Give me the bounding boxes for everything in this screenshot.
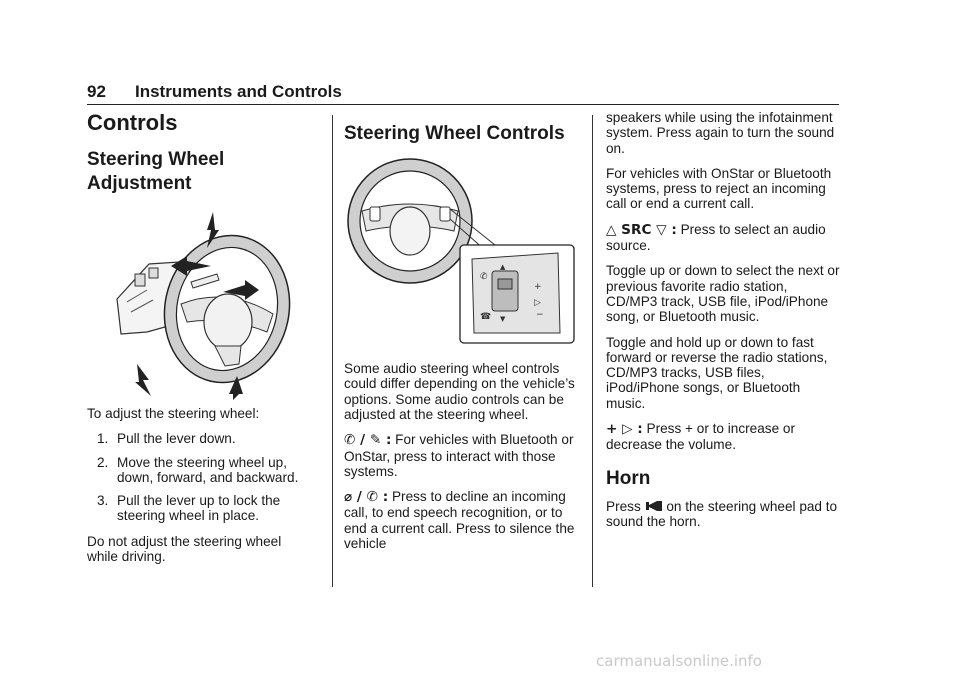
column-right (606, 110, 840, 539)
column-divider (332, 115, 333, 587)
adjustment-steps (87, 431, 313, 523)
toggle-hold-text: Toggle and hold up or down to fast forward or reverse the radio stations, CD/MP3 tracks, USB files, iPod/iPhone songs, or Bluetooth music. (606, 334, 828, 411)
onstar-item: For vehicles with OnStar or Bluetooth systems, press to reject an incoming call or end a current call. (606, 165, 832, 212)
chapter-title: Controls (87, 110, 178, 135)
column-left (87, 110, 313, 574)
voice-call-icon: ✆ / ✎ : (344, 432, 392, 449)
svg-text:▷: ▷ (534, 298, 541, 309)
step-item: 2. Move the steering wheel up, down, forward, and backward. (97, 454, 299, 485)
svg-text:+: + (534, 282, 542, 293)
section-title-adjustment: Steering Wheel Adjustment (87, 149, 225, 194)
running-title: Instruments and Controls (135, 82, 342, 101)
svg-text:▲: ▲ (500, 263, 506, 272)
svg-text:▼: ▼ (500, 315, 506, 324)
bluetooth-item: ✆ / ✎ : For vehicles with Bluetooth or OnStar, press to interact with those systems. (344, 432, 574, 479)
horn-icon (645, 500, 663, 512)
svg-text:✆: ✆ (480, 272, 488, 283)
svg-text:−: − (536, 310, 544, 321)
src-item: △ SRC ▽ : Press to select an audio source. (606, 221, 826, 254)
section-title-horn: Horn (606, 467, 651, 489)
svg-text:☎: ☎ (480, 312, 492, 323)
steering-wheel-adjustment-illustration (87, 204, 313, 400)
horn-text: Press on the steering wheel pad to sound the horn. (606, 498, 838, 529)
watermark: carmanualsonline.info (596, 652, 762, 670)
page-number: 92 (87, 82, 106, 101)
mute-continued: speakers while using the infotainment system. Press again to turn the sound on. (606, 110, 835, 156)
step-item: 3. Pull the lever up to lock the steering wheel in place. (97, 493, 281, 524)
mute-end-call-icon: ⌀ / ✆ : (344, 489, 389, 506)
controls-intro: Some audio steering wheel controls could differ depending on the vehicle’s options. Some audio controls can be adjusted at the steering wheel. (344, 361, 575, 422)
intro-text: To adjust the steering wheel: (87, 406, 260, 421)
step-item: 1. Pull the lever down. (97, 431, 236, 447)
toggle-select-text: Toggle up or down to select the next or previous favorite radio station, CD/MP3 track, USB file, iPod/iPhone song, or Bluetooth music. (606, 263, 840, 325)
volume-icon: + ▷ : (606, 421, 643, 438)
page-header (87, 82, 839, 105)
steering-wheel-controls-illustration (344, 149, 578, 349)
src-toggle-icon: △ SRC ▽ : (606, 221, 677, 238)
volume-item: + ▷ : Press + or to increase or decrease the volume. (606, 421, 795, 453)
warning-text: Do not adjust the steering wheel while driving. (87, 533, 282, 565)
column-divider (592, 115, 593, 587)
column-middle (344, 110, 578, 561)
section-title-controls: Steering Wheel Controls (344, 122, 565, 144)
mute-item: ⌀ / ✆ : Press to decline an incoming call, to end speech recognition, or to end a current call. Press to silence the vehicle (344, 489, 575, 552)
